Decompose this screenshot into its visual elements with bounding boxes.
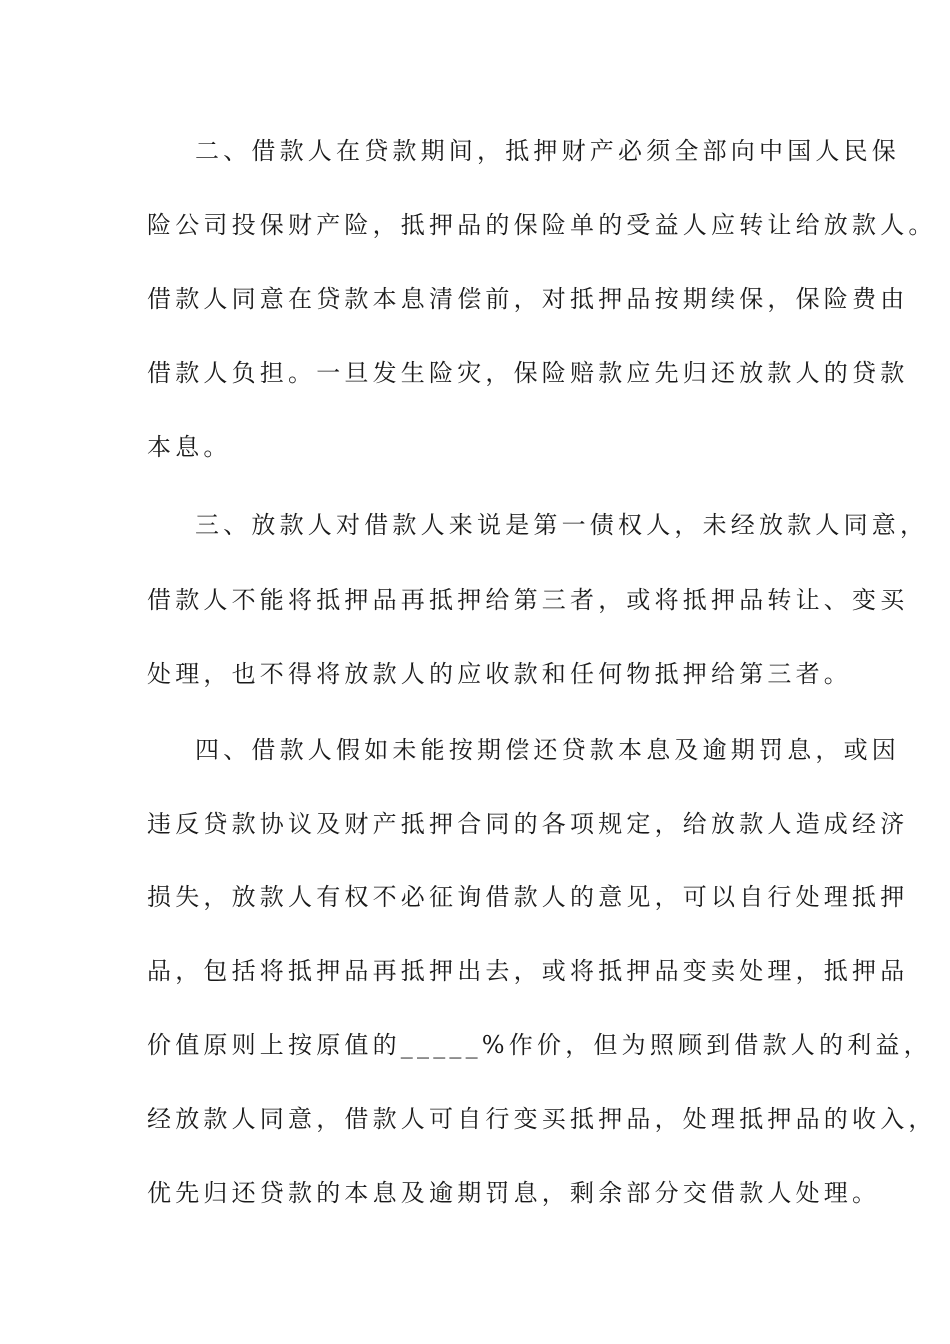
text-line: 优先归还贷款的本息及逾期罚息，剩余部分交借款人处理。 <box>147 1179 881 1207</box>
text-line: 违反贷款协议及财产抵押合同的各项规定，给放款人造成经济 <box>147 810 909 838</box>
text-line: 本息。 <box>147 433 232 461</box>
text-line: 价值原则上按原值的_____%作价，但为照顾到借款人的利益， <box>147 1031 932 1059</box>
text-line: 三、放款人对借款人来说是第一债权人，未经放款人同意， <box>195 511 929 539</box>
text-line: 品，包括将抵押品再抵押出去，或将抵押品变卖处理，抵押品 <box>147 957 909 985</box>
text-line: 险公司投保财产险，抵押品的保险单的受益人应转让给放款人。 <box>147 211 937 239</box>
text-line: 损失，放款人有权不必征询借款人的意见，可以自行处理抵押 <box>147 883 909 911</box>
text-line: 四、借款人假如未能按期偿还贷款本息及逾期罚息，或因 <box>195 736 900 764</box>
text-line: 处理，也不得将放款人的应收款和任何物抵押给第三者。 <box>147 660 852 688</box>
text-line: 借款人同意在贷款本息清偿前，对抵押品按期续保，保险费由 <box>147 285 909 313</box>
text-line: 经放款人同意，借款人可自行变买抵押品，处理抵押品的收入， <box>147 1105 937 1133</box>
text-line: 借款人负担。一旦发生险灾，保险赔款应先归还放款人的贷款 <box>147 359 909 387</box>
text-line: 借款人不能将抵押品再抵押给第三者，或将抵押品转让、变买 <box>147 586 909 614</box>
text-line: 二、借款人在贷款期间，抵押财产必须全部向中国人民保 <box>195 137 900 165</box>
